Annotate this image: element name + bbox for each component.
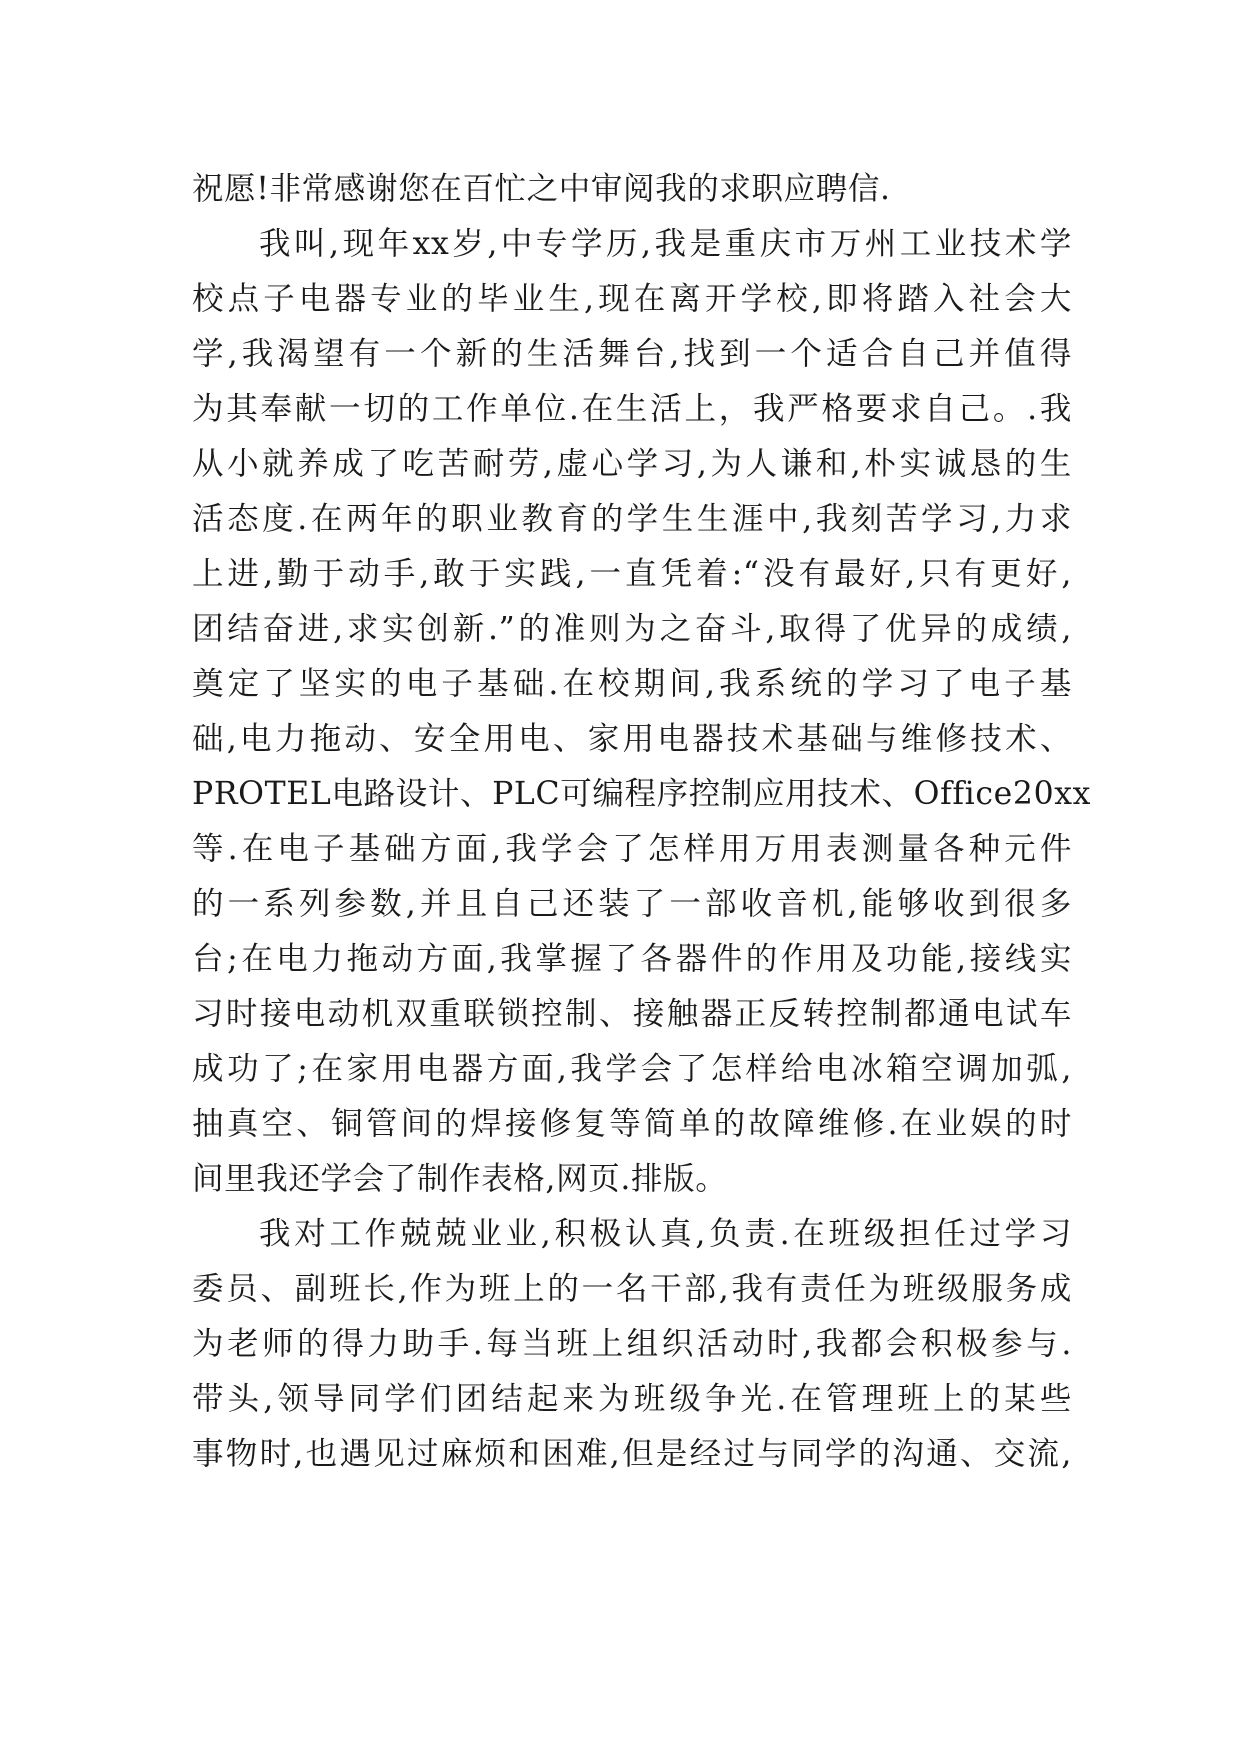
text-line: 团结奋进,求实创新.”的准则为之奋斗,取得了优异的成绩, [192,611,1072,647]
text-line: 事物时,也遇见过麻烦和困难,但是经过与同学的沟通、交流, [192,1436,1072,1472]
text-line: 从小就养成了吃苦耐劳,虚心学习,为人谦和,朴实诚恳的生 [192,446,1072,482]
text-line: 等.在电子基础方面,我学会了怎样用万用表测量各种元件 [192,831,1072,867]
text-line: 学,我渴望有一个新的生活舞台,找到一个适合自己并值得 [192,336,1072,372]
text-line: 我对工作兢兢业业,积极认真,负责.在班级担任过学习 [259,1216,1072,1252]
text-line: 带头,领导同学们团结起来为班级争光.在管理班上的某些 [192,1381,1072,1417]
text-line: 础,电力拖动、安全用电、家用电器技术基础与维修技术、 [192,721,1072,757]
text-line: 成功了;在家用电器方面,我学会了怎样给电冰箱空调加弧, [192,1051,1072,1087]
text-line: 委员、副班长,作为班上的一名干部,我有责任为班级服务成 [192,1271,1072,1307]
text-line: 我叫,现年xx岁,中专学历,我是重庆市万州工业技术学 [259,226,1072,262]
text-line: 的一系列参数,并且自己还装了一部收音机,能够收到很多 [192,886,1072,922]
text-line: 上进,勤于动手,敢于实践,一直凭着:“没有最好,只有更好, [192,556,1072,592]
body-text [192,162,1092,1482]
text-line: 间里我还学会了制作表格,网页.排版。 [192,1161,728,1197]
text-line: 校点子电器专业的毕业生,现在离开学校,即将踏入社会大 [192,281,1072,317]
text-line: 为其奉献一切的工作单位.在生活上，我严格要求自己。.我 [192,391,1072,427]
text-line: 为老师的得力助手.每当班上组织活动时,我都会积极参与. [192,1326,1072,1362]
text-line: 奠定了坚实的电子基础.在校期间,我系统的学习了电子基 [192,666,1072,702]
text-line: 习时接电动机双重联锁控制、接触器正反转控制都通电试车 [192,996,1072,1032]
text-line: PROTEL电路设计、PLC可编程序控制应用技术、Office20xx [192,776,1092,812]
text-line: 祝愿!非常感谢您在百忙之中审阅我的求职应聘信. [192,171,891,207]
text-line: 抽真空、铜管间的焊接修复等简单的故障维修.在业娱的时 [192,1106,1072,1142]
text-line: 台;在电力拖动方面,我掌握了各器件的作用及功能,接线实 [192,941,1072,977]
text-line: 活态度.在两年的职业教育的学生生涯中,我刻苦学习,力求 [192,501,1072,537]
